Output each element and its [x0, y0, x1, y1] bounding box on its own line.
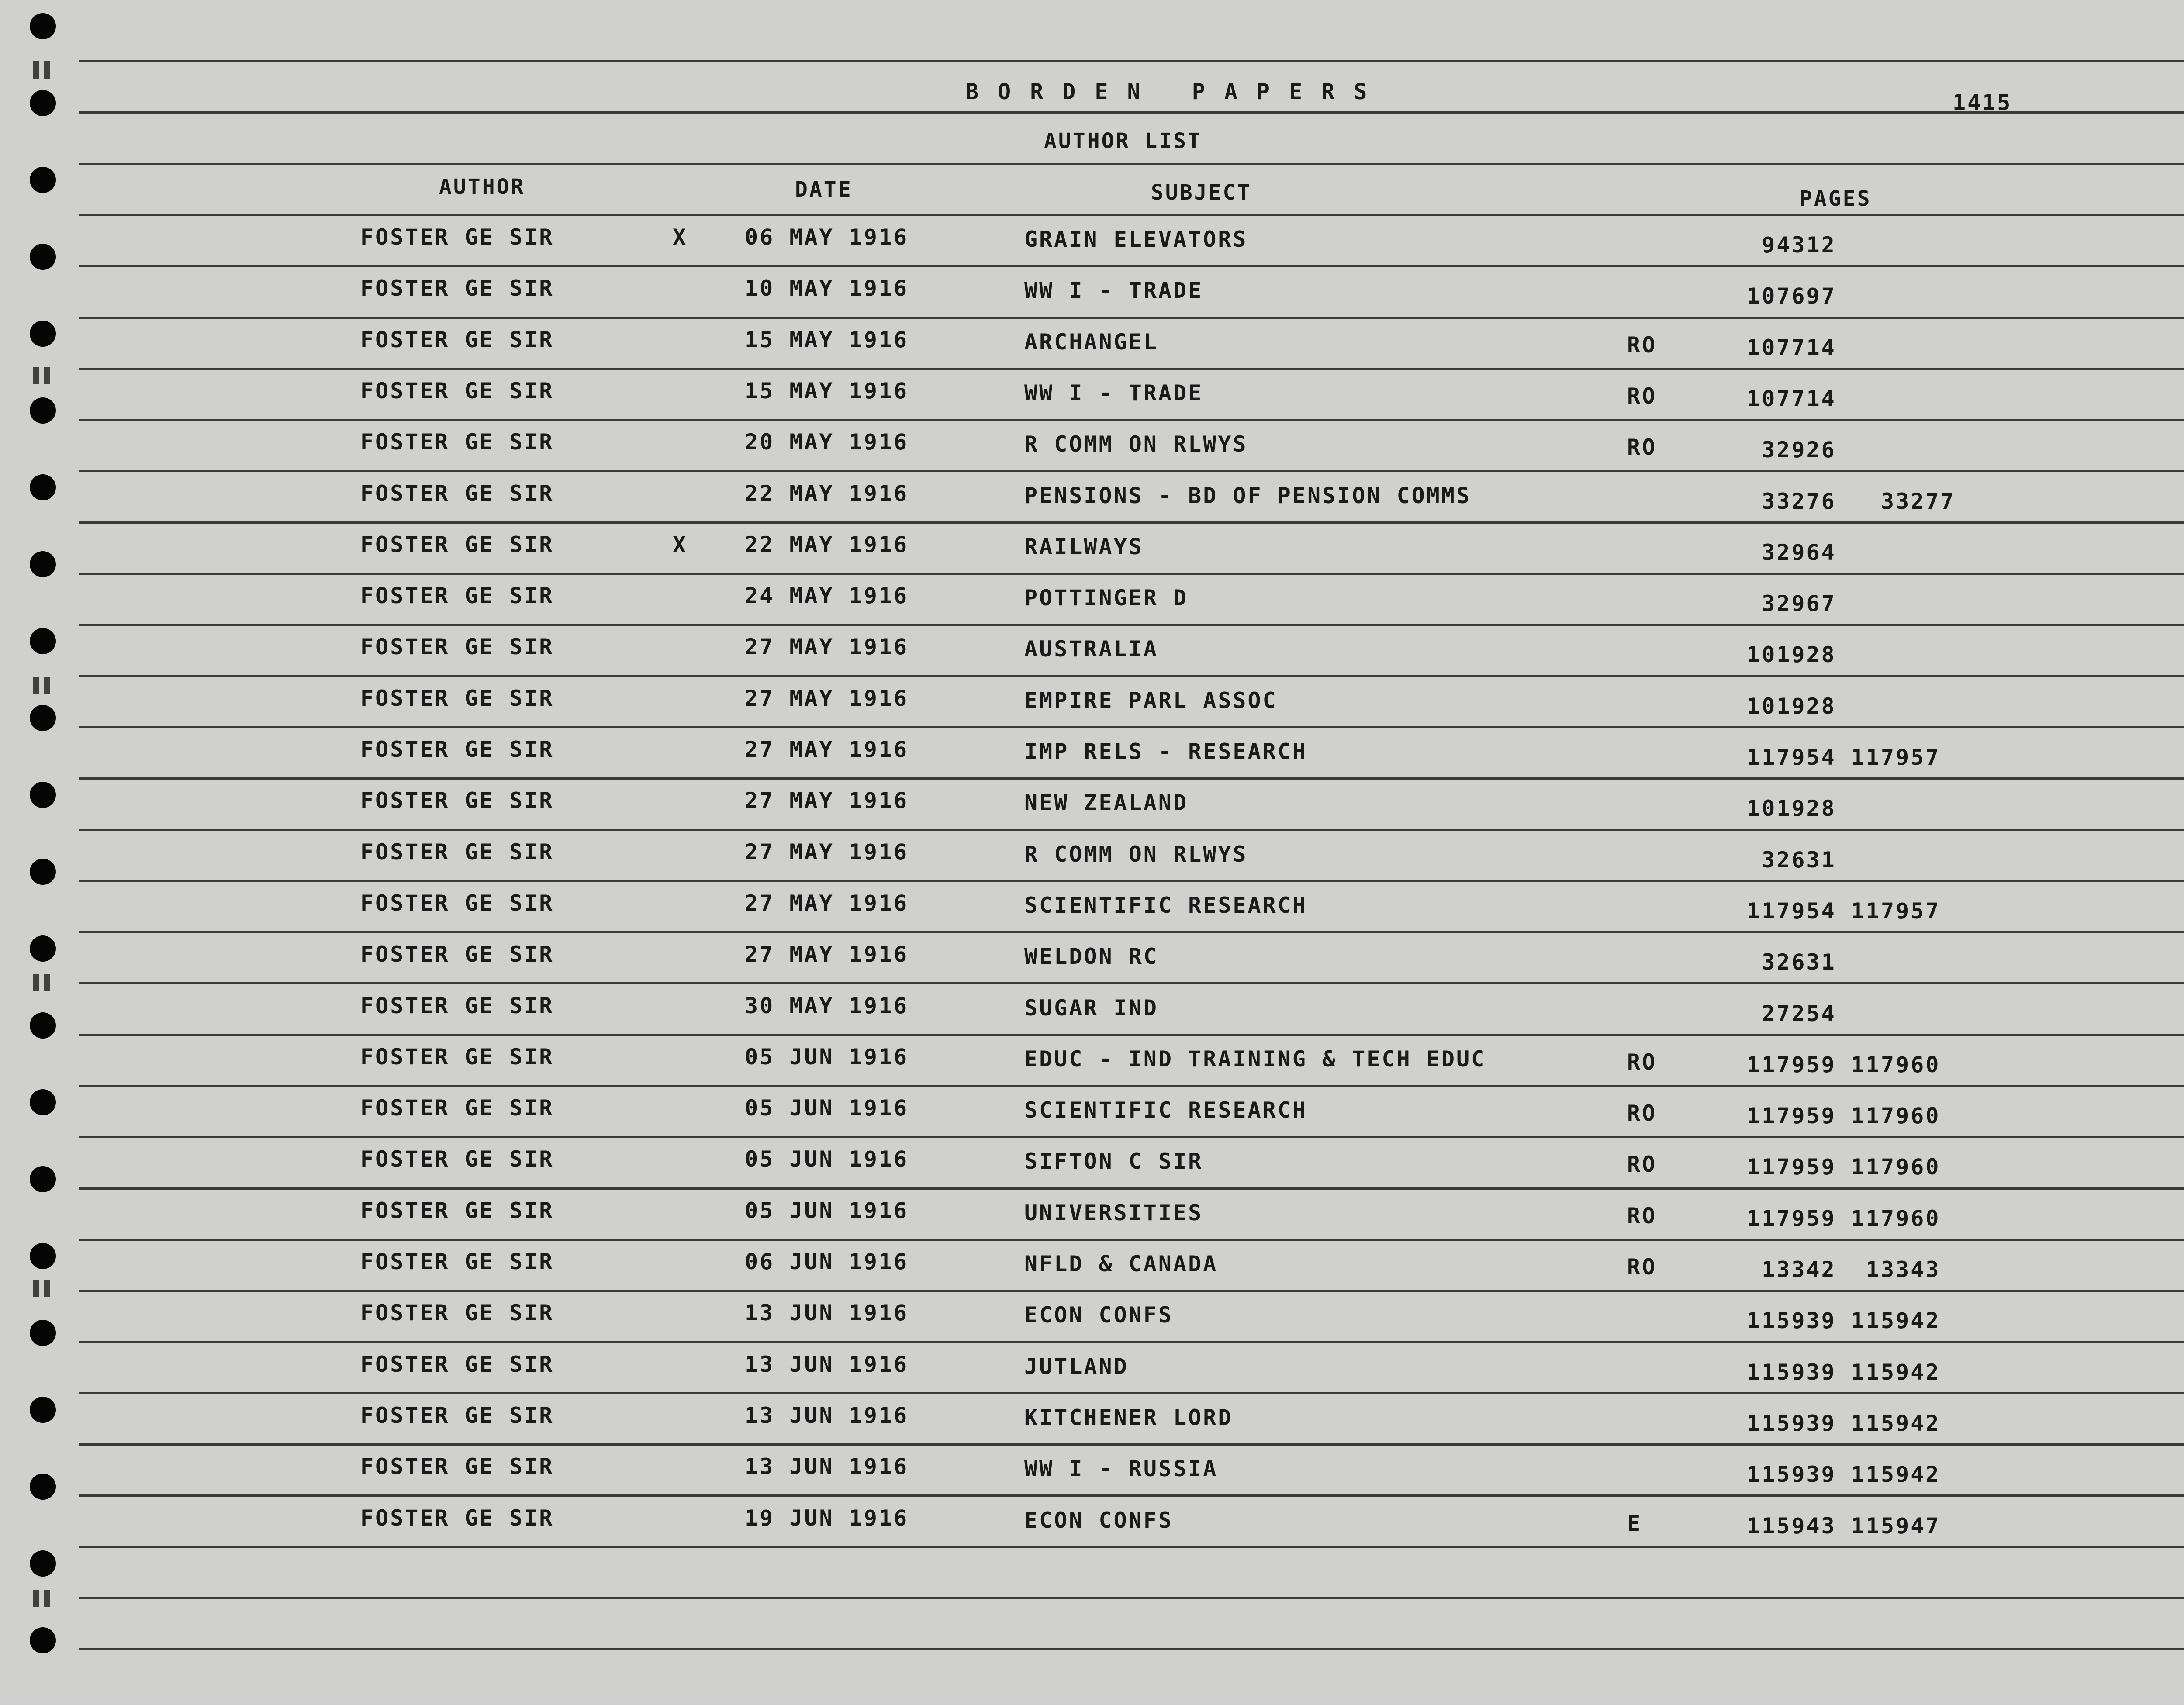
author-cell: FOSTER GE SIR	[360, 583, 554, 609]
pages-cell: 107714	[1732, 386, 1836, 411]
author-cell: FOSTER GE SIR	[360, 276, 554, 301]
code-cell: RO	[1627, 1152, 1657, 1177]
table-row	[0, 685, 2184, 719]
author-cell: FOSTER GE SIR	[360, 1402, 554, 1428]
rule-line	[79, 982, 2184, 984]
author-cell: FOSTER GE SIR	[360, 1095, 554, 1121]
author-cell: FOSTER GE SIR	[360, 890, 554, 916]
table-row	[0, 480, 2184, 514]
table-row	[0, 839, 2184, 873]
author-cell: FOSTER GE SIR	[360, 532, 554, 557]
subject-cell: UNIVERSITIES	[1024, 1200, 1203, 1225]
pages-cell: 117959 117960	[1732, 1205, 1941, 1231]
pages-cell: 27254	[1732, 1001, 1836, 1026]
date-cell: 13 JUN 1916	[745, 1300, 909, 1326]
page-number: 1415	[1952, 90, 2012, 115]
perforation-mark	[33, 974, 39, 991]
rule-line	[79, 111, 2184, 114]
table-row	[0, 532, 2184, 565]
rule-line	[79, 265, 2184, 267]
subject-cell: KITCHENER LORD	[1024, 1405, 1233, 1430]
pages-cell: 32964	[1732, 539, 1836, 565]
rule-line	[79, 1546, 2184, 1548]
rule-line	[79, 1443, 2184, 1446]
perforation-mark	[44, 1590, 50, 1607]
rule-line	[79, 931, 2184, 933]
author-cell: FOSTER GE SIR	[360, 1505, 554, 1531]
date-cell: 05 JUN 1916	[745, 1198, 909, 1223]
code-cell: RO	[1627, 435, 1657, 460]
author-cell: FOSTER GE SIR	[360, 993, 554, 1018]
subject-cell: NEW ZEALAND	[1024, 790, 1189, 816]
rule-line	[79, 1136, 2184, 1138]
rule-line	[79, 317, 2184, 319]
perforation-mark	[33, 1590, 39, 1607]
author-cell: FOSTER GE SIR	[360, 942, 554, 967]
subject-cell: WW I - TRADE	[1024, 380, 1203, 406]
author-cell: FOSTER GE SIR	[360, 429, 554, 455]
page-subtitle: AUTHOR LIST	[1044, 129, 1202, 153]
code-cell: RO	[1627, 1101, 1657, 1126]
rule-line	[79, 829, 2184, 831]
pages-cell: 117954 117957	[1732, 898, 1941, 924]
date-cell: 27 MAY 1916	[745, 634, 909, 660]
subject-cell: GRAIN ELEVATORS	[1024, 227, 1248, 252]
subject-cell: EDUC - IND TRAINING & TECH EDUC	[1024, 1046, 1486, 1072]
date-cell: 27 MAY 1916	[745, 890, 909, 916]
rule-line	[79, 214, 2184, 216]
code-cell: RO	[1627, 1049, 1657, 1075]
date-cell: 27 MAY 1916	[745, 788, 909, 814]
perforation-mark	[33, 1280, 39, 1297]
column-header-subject: SUBJECT	[1151, 180, 1252, 205]
author-cell: FOSTER GE SIR	[360, 1351, 554, 1377]
date-cell: 06 MAY 1916	[745, 224, 909, 250]
pages-cell: 115939 115942	[1732, 1308, 1941, 1334]
pages-cell: 32631	[1732, 949, 1836, 975]
code-cell: RO	[1627, 1203, 1657, 1229]
pages-cell: 107714	[1732, 335, 1836, 360]
pages-cell: 101928	[1732, 693, 1836, 719]
rule-line	[79, 573, 2184, 575]
subject-cell: EMPIRE PARL ASSOC	[1024, 687, 1278, 713]
rule-line	[79, 419, 2184, 421]
subject-cell: SIFTON C SIR	[1024, 1149, 1203, 1174]
table-row	[0, 1505, 2184, 1539]
code-cell: RO	[1627, 332, 1657, 358]
author-cell: FOSTER GE SIR	[360, 685, 554, 711]
author-cell: FOSTER GE SIR	[360, 839, 554, 865]
subject-cell: SCIENTIFIC RESEARCH	[1024, 1098, 1307, 1123]
feed-hole	[30, 13, 56, 39]
author-cell: FOSTER GE SIR	[360, 788, 554, 814]
rule-line	[79, 60, 2184, 62]
table-row	[0, 1453, 2184, 1488]
table-row	[0, 1095, 2184, 1129]
pages-cell: 117959 117960	[1732, 1052, 1941, 1077]
feed-hole	[30, 1550, 56, 1577]
page-title: BORDEN PAPERS	[965, 79, 1386, 104]
rule-line	[79, 1494, 2184, 1497]
date-cell: 27 MAY 1916	[745, 737, 909, 762]
date-cell: 27 MAY 1916	[745, 685, 909, 711]
subject-cell: RAILWAYS	[1024, 534, 1144, 559]
author-cell: FOSTER GE SIR	[360, 1300, 554, 1326]
code-cell: RO	[1627, 383, 1657, 409]
date-cell: 13 JUN 1916	[745, 1402, 909, 1428]
table-row	[0, 1146, 2184, 1180]
table-row	[0, 1044, 2184, 1077]
date-cell: 15 MAY 1916	[745, 378, 909, 404]
feed-hole	[30, 90, 56, 116]
table-row	[0, 378, 2184, 411]
author-cell: FOSTER GE SIR	[360, 1044, 554, 1070]
subject-cell: ECON CONFS	[1024, 1507, 1174, 1533]
date-cell: 13 JUN 1916	[745, 1454, 909, 1480]
table-row	[0, 787, 2184, 821]
rule-line	[79, 1187, 2184, 1190]
table-row	[0, 993, 2184, 1026]
table-row	[0, 941, 2184, 975]
date-cell: 10 MAY 1916	[745, 276, 909, 301]
pages-cell: 107697	[1732, 283, 1836, 309]
table-row	[0, 1402, 2184, 1436]
rule-line	[79, 1597, 2184, 1599]
date-cell: 30 MAY 1916	[745, 993, 909, 1018]
code-cell: RO	[1627, 1254, 1657, 1280]
author-cell: FOSTER GE SIR	[360, 1146, 554, 1172]
subject-cell: SUGAR IND	[1024, 995, 1158, 1021]
table-row	[0, 224, 2184, 258]
author-cell: FOSTER GE SIR	[360, 224, 554, 250]
date-cell: 19 JUN 1916	[745, 1505, 909, 1531]
rule-line	[79, 880, 2184, 882]
table-row	[0, 736, 2184, 770]
rule-line	[79, 1290, 2184, 1292]
date-cell: 05 JUN 1916	[745, 1146, 909, 1172]
subject-cell: R COMM ON RLWYS	[1024, 841, 1248, 867]
date-cell: 22 MAY 1916	[745, 532, 909, 557]
rule-line	[79, 1648, 2184, 1650]
subject-cell: PENSIONS - BD OF PENSION COMMS	[1024, 483, 1472, 508]
subject-cell: WW I - RUSSIA	[1024, 1456, 1218, 1482]
rule-line	[79, 368, 2184, 370]
code-cell: E	[1627, 1510, 1642, 1536]
pages-cell: 117959 117960	[1732, 1103, 1941, 1129]
table-row	[0, 583, 2184, 617]
subject-cell: AUSTRALIA	[1024, 636, 1158, 662]
rule-line	[79, 1085, 2184, 1087]
table-row	[0, 275, 2184, 309]
subject-cell: ECON CONFS	[1024, 1302, 1174, 1328]
date-cell: 27 MAY 1916	[745, 942, 909, 967]
rule-line	[79, 1239, 2184, 1241]
table-row	[0, 1351, 2184, 1385]
rule-line	[79, 1392, 2184, 1394]
table-row	[0, 634, 2184, 668]
subject-cell: ARCHANGEL	[1024, 329, 1158, 355]
rule-line	[79, 163, 2184, 165]
author-cell: FOSTER GE SIR	[360, 378, 554, 404]
table-row	[0, 327, 2184, 360]
author-cell: FOSTER GE SIR	[360, 327, 554, 352]
table-row	[0, 429, 2184, 463]
pages-cell: 117954 117957	[1732, 745, 1941, 770]
date-cell: 06 JUN 1916	[745, 1249, 909, 1274]
pages-cell: 115939 115942	[1732, 1359, 1941, 1385]
pages-cell: 117959 117960	[1732, 1154, 1941, 1180]
pages-cell: 101928	[1732, 796, 1836, 821]
subject-cell: WELDON RC	[1024, 944, 1158, 970]
column-header-author: AUTHOR	[439, 175, 525, 199]
rule-line	[79, 777, 2184, 780]
date-cell: 27 MAY 1916	[745, 839, 909, 865]
table-row	[0, 1249, 2184, 1282]
author-cell: FOSTER GE SIR	[360, 1249, 554, 1274]
pages-cell: 33276 33277	[1732, 488, 1956, 514]
author-cell: FOSTER GE SIR	[360, 634, 554, 660]
date-cell: 05 JUN 1916	[745, 1044, 909, 1070]
rule-line	[79, 1341, 2184, 1343]
perforation-mark	[44, 974, 50, 991]
pages-cell: 32631	[1732, 847, 1836, 873]
author-cell: FOSTER GE SIR	[360, 737, 554, 762]
author-cell: FOSTER GE SIR	[360, 1454, 554, 1480]
subject-cell: SCIENTIFIC RESEARCH	[1024, 892, 1307, 918]
pages-cell: 115943 115947	[1732, 1513, 1941, 1539]
pages-cell: 115939 115942	[1732, 1410, 1941, 1436]
feed-hole	[30, 167, 56, 193]
rule-line	[79, 726, 2184, 728]
date-cell: 05 JUN 1916	[745, 1095, 909, 1121]
date-cell: 22 MAY 1916	[745, 480, 909, 506]
pages-cell: 13342 13343	[1732, 1257, 1941, 1282]
pages-cell: 115939 115942	[1732, 1462, 1941, 1488]
author-cell: FOSTER GE SIR	[360, 480, 554, 506]
author-cell: FOSTER GE SIR	[360, 1198, 554, 1223]
column-header-pages: PAGES	[1800, 186, 1872, 211]
pages-cell: 32926	[1732, 437, 1836, 463]
subject-cell: NFLD & CANADA	[1024, 1251, 1218, 1277]
table-row	[0, 1300, 2184, 1334]
rule-line	[79, 470, 2184, 472]
date-cell: 24 MAY 1916	[745, 583, 909, 609]
subject-cell: R COMM ON RLWYS	[1024, 431, 1248, 457]
perforation-mark	[44, 61, 50, 79]
pages-cell: 94312	[1732, 232, 1836, 258]
column-header-date: DATE	[795, 177, 853, 202]
pages-cell: 32967	[1732, 591, 1836, 617]
perforation-mark	[44, 1280, 50, 1297]
mark-cell: X	[673, 532, 688, 557]
rule-line	[79, 521, 2184, 524]
subject-cell: IMP RELS - RESEARCH	[1024, 739, 1307, 764]
rule-line	[79, 624, 2184, 626]
feed-hole	[30, 1627, 56, 1653]
subject-cell: POTTINGER D	[1024, 585, 1189, 611]
rule-line	[79, 675, 2184, 677]
subject-cell: WW I - TRADE	[1024, 278, 1203, 304]
table-row	[0, 890, 2184, 924]
date-cell: 20 MAY 1916	[745, 429, 909, 455]
mark-cell: X	[673, 224, 688, 250]
rule-line	[79, 1034, 2184, 1036]
table-row	[0, 1198, 2184, 1231]
pages-cell: 101928	[1732, 642, 1836, 668]
perforation-mark	[33, 61, 39, 79]
date-cell: 15 MAY 1916	[745, 327, 909, 352]
date-cell: 13 JUN 1916	[745, 1351, 909, 1377]
subject-cell: JUTLAND	[1024, 1353, 1129, 1379]
